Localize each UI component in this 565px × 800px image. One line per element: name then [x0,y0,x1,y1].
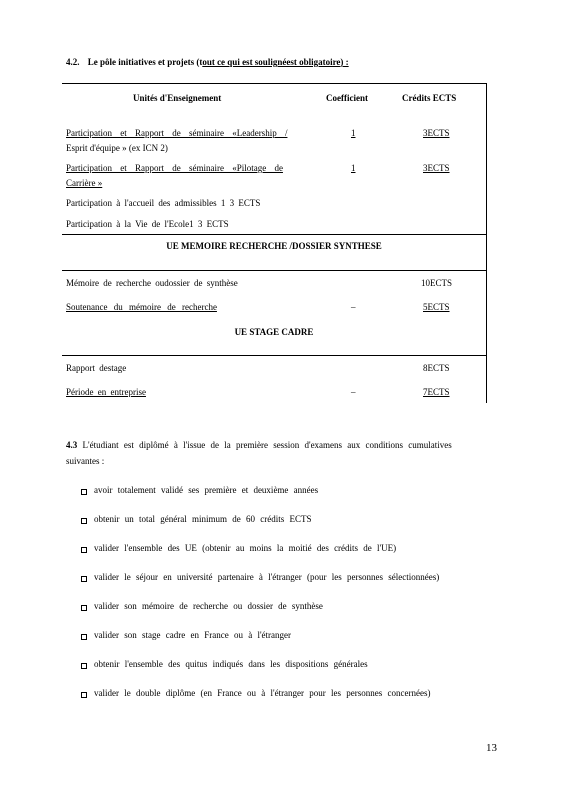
row-memoire: Mémoire de recherche oudossier de synthèse [66,278,238,288]
table-divider-1 [62,234,486,235]
row-rapport-stage-ects: 8ECTS [423,363,450,373]
header-coefficient: Coefficient [326,93,368,103]
table-top-border [62,83,486,84]
header-credits: Crédits ECTS [402,93,457,103]
bullet-icon [81,605,87,611]
ue-memoire-title: UE MEMOIRE RECHERCHE /DOSSIER SYNTHESE [166,241,382,251]
section-4-3-intro-line1: L'étudiant est diplômé à l'issue de la première session d'examens aux conditions cumulatives [82,440,452,450]
section-4-2-heading [66,57,349,67]
bullet-icon [81,518,87,524]
ue-stage-title: UE STAGE CADRE [234,327,314,337]
bullet-icon [81,692,87,698]
row-leadership-line1: Participation et Rapport de séminaire «Leadership / [66,128,288,138]
section-title-end: ) : [340,57,349,67]
row-pilotage-line1: Participation et Rapport de séminaire «Pilotage de [66,163,283,173]
section-title-underlined: out ce qui est soulignéest obligatoire [202,57,341,67]
bullet-item: avoir totalement validé ses première et deuxième années [94,485,319,495]
row-periode-entreprise: Période en entreprise [66,387,146,397]
table-divider-2 [62,270,486,271]
section-4-3-intro-line2: suivantes : [66,456,105,466]
row-pilotage-coef: 1 [351,163,356,173]
row-pilotage-ects: 3ECTS [423,163,450,173]
bullet-icon [81,547,87,553]
section-title: Le pôle initiatives et projets (t [87,57,203,67]
row-soutenance-coef: _ [351,299,356,309]
bullet-icon [81,663,87,669]
bullet-icon [81,576,87,582]
table-divider-3 [62,355,486,356]
row-soutenance-ects: 5ECTS [423,302,450,312]
bullet-item: valider le séjour en université partenaire à l'étranger (pour les personnes sélectionnées) [94,572,440,582]
bullet-icon [81,489,87,495]
bullet-item: valider son stage cadre en France ou à l'étranger [94,630,292,640]
row-leadership-line2: Esprit d'équipe » (ex ICN 2) [66,143,168,153]
section-number: 4.2. [66,57,80,67]
row-memoire-ects: 10ECTS [421,278,453,288]
row-leadership-coef: 1 [351,128,356,138]
row-accueil: Participation à l'accueil des admissibles 1 3 ECTS [66,198,261,208]
row-soutenance: Soutenance du mémoire de recherche [66,302,217,312]
bullet-item: valider le double diplôme (en France ou à l'étranger pour les personnes concernées) [94,688,431,698]
row-rapport-stage: Rapport destage [66,363,127,373]
table-right-border [486,83,487,403]
row-periode-coef: _ [351,384,356,394]
bullet-icon [81,634,87,640]
section-4-3-intro [66,440,494,450]
bullet-item: valider son mémoire de recherche ou dossier de synthèse [94,601,323,611]
row-periode-ects: 7ECTS [423,387,450,397]
row-leadership-ects: 3ECTS [423,128,450,138]
bullet-item: obtenir l'ensemble des quitus indiqués dans les dispositions générales [94,659,368,669]
bullet-item: obtenir un total général minimum de 60 crédits ECTS [94,514,312,524]
row-pilotage-line2: Carrière » [66,178,103,188]
header-unites: Unités d'Enseignement [133,93,222,103]
section-4-3-number: 4.3 [66,440,78,450]
row-vie-ecole: Participation à la Vie de l'Ecole1 3 ECTS [66,219,229,229]
page-number: 13 [486,742,497,754]
bullet-item: valider l'ensemble des UE (obtenir au moins la moitié des crédits de l'UE) [94,543,397,553]
